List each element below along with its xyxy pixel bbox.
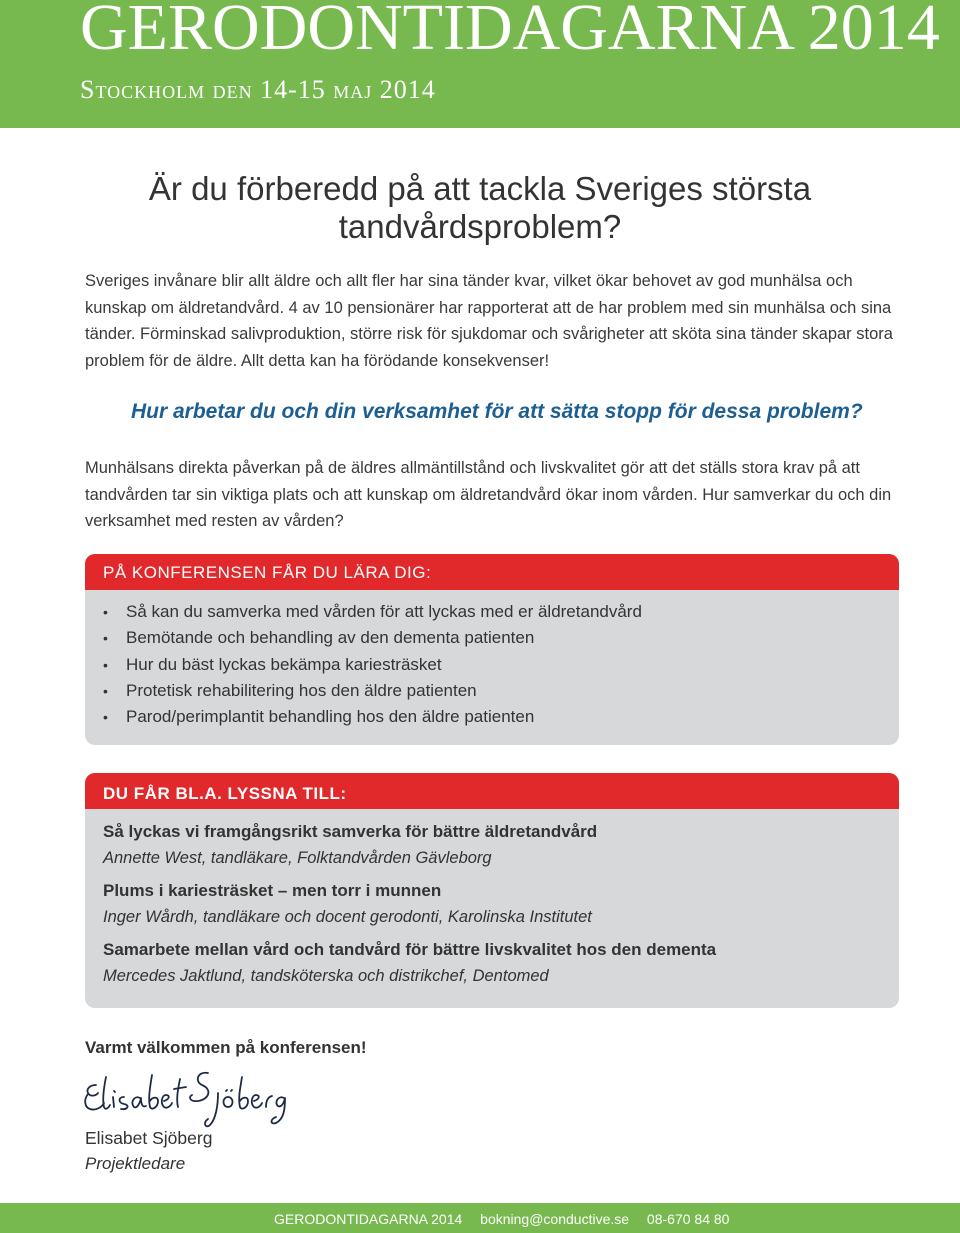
headline: Är du förberedd på att tackla Sveriges största tandvårdsproblem?	[148, 170, 812, 245]
speakers-box	[85, 773, 899, 1008]
list-item-text: Hur du bäst lyckas bekämpa kariesträsket	[126, 654, 442, 674]
list-item	[103, 678, 642, 704]
intro-paragraph: Sveriges invånare blir allt äldre och allt fler har sina tänder kvar, vilket ökar behovet av god munhälsa och kunskap om äldretandvård. 4 av 10 pensionärer har rapporterat att de har problem med sin munhälsa och sina tänder. Förminskad salivproduktion, större risk för sjukdomar och svårigheter att sköta sina tänder skapar stora problem för de äldre. Allt detta kan ha förödande konsekvenser!	[85, 272, 893, 370]
footer-phone: 08-670 84 80	[646, 1211, 730, 1227]
bullet-icon: •	[103, 656, 108, 673]
speakers-box-header	[85, 773, 899, 809]
talk-speaker: Mercedes Jaktlund, tandsköterska och distrikchef, Dentomed	[103, 967, 549, 985]
list-item-text: Så kan du samverka med vården för att lyckas med er äldretandvård	[126, 602, 642, 621]
signer-name: Elisabet Sjöberg	[85, 1128, 213, 1148]
learn-box-header	[85, 554, 899, 590]
footer-bar	[0, 1203, 960, 1233]
learn-box	[85, 554, 899, 745]
list-item	[103, 652, 642, 678]
footer-event: GERODONTIDAGARNA 2014	[274, 1211, 463, 1227]
learn-heading: PÅ KONFERENSEN FÅR DU LÄRA DIG:	[103, 563, 432, 582]
footer-contact	[274, 1210, 743, 1228]
list-item-text: Bemötande och behandling av den dementa patienten	[126, 628, 535, 648]
list-item-text: Parod/perimplantit behandling hos den äldre patienten	[126, 707, 535, 727]
talk-item	[103, 937, 716, 996]
header-banner	[0, 0, 960, 128]
talk-speaker: Inger Wårdh, tandläkare och docent gerodonti, Karolinska Institutet	[103, 908, 592, 926]
bullet-icon: •	[103, 709, 108, 726]
talk-title: Så lyckas vi framgångsrikt samverka för bättre äldretandvård	[103, 822, 598, 841]
list-item	[103, 704, 642, 730]
list-item	[103, 599, 642, 625]
bullet-icon: •	[103, 604, 108, 620]
talk-speaker: Annette West, tandläkare, Folktandvården Gävleborg	[103, 849, 492, 867]
event-date-location: Stockholm den 14-15 maj 2014	[80, 75, 436, 104]
question-heading: Hur arbetar du och din verksamhet för att sätta stopp för dessa problem?	[131, 400, 863, 423]
welcome-text: Varmt välkommen på konferensen!	[85, 1038, 367, 1057]
list-item	[103, 625, 642, 651]
bullet-icon: •	[103, 630, 108, 647]
footer-email-link[interactable]: bokning@conductive.se	[480, 1211, 630, 1227]
talk-item	[103, 878, 716, 937]
learn-list	[103, 599, 642, 730]
list-item-text: Protetisk rehabilitering hos den äldre patienten	[126, 680, 477, 700]
handwritten-signature	[80, 1063, 292, 1131]
talk-title: Plums i kariesträsket – men torr i munnen	[103, 881, 442, 900]
bullet-icon: •	[103, 682, 108, 699]
event-title: GERODONTIDAGARNA 2014	[80, 0, 940, 64]
talk-item	[103, 819, 716, 878]
talk-title: Samarbete mellan vård och tandvård för bättre livskvalitet hos den dementa	[103, 940, 717, 959]
signer-role: Projektledare	[85, 1154, 186, 1173]
talk-list	[103, 819, 716, 996]
body-paragraph: Munhälsans direkta påverkan på de äldres allmäntillstånd och livskvalitet gör att det ställs stora krav på att tandvården tar sin viktiga plats och att kunskap om äldretandvård ökar inom vården. Hur samverkar du och din verksamhet med resten av vården?	[85, 459, 892, 530]
speakers-heading: DU FÅR BL.A. LYSSNA TILL:	[103, 784, 347, 803]
